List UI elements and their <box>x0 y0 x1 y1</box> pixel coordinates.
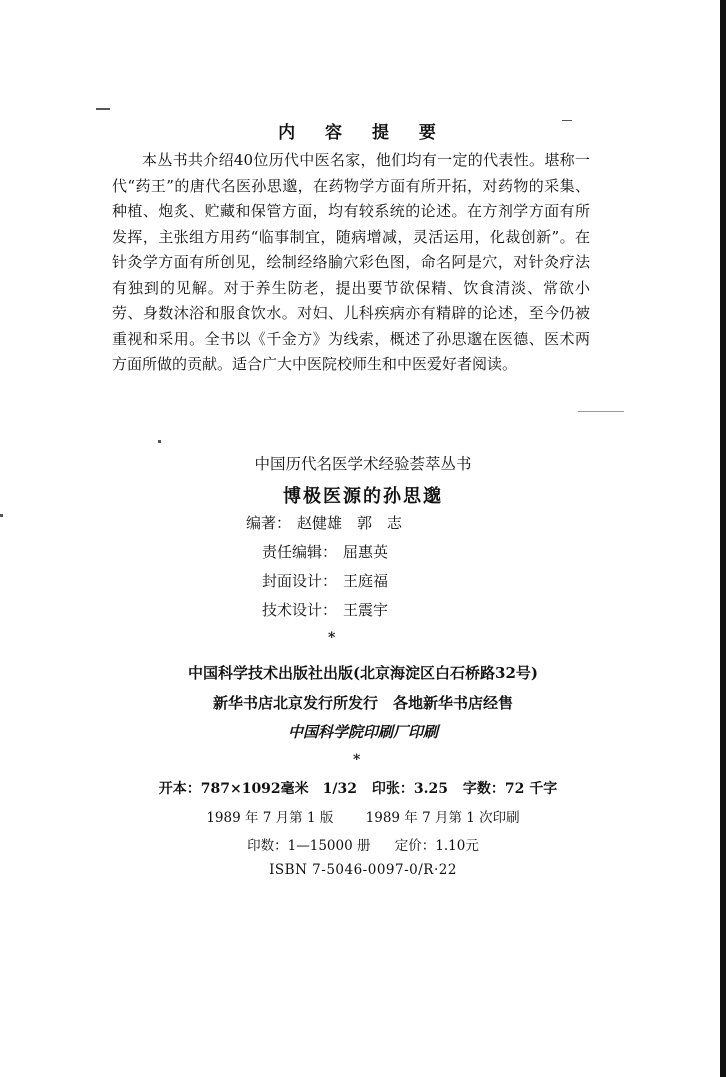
print-run-line <box>0 834 726 854</box>
separator-star: * <box>353 752 361 768</box>
publisher-line: 中国科学技术出版社出版(北京海淀区白石桥路32号) <box>187 664 539 682</box>
credit-author <box>246 512 402 533</box>
format-spec: 开本：787×1092毫米 1/32 <box>158 781 358 797</box>
credit-editor <box>262 541 388 562</box>
credit-cover-design <box>262 570 388 591</box>
scan-speck <box>0 514 3 517</box>
series-name: 中国历代名医学术经验荟萃丛书 <box>254 455 472 473</box>
scan-edge-shadow <box>720 0 726 1077</box>
credit-name: 屈惠英 <box>343 543 389 561</box>
words-spec: 字数：72 千字 <box>462 781 558 797</box>
scan-speck <box>578 411 624 412</box>
credit-role: 封面设计： <box>262 572 338 590</box>
copies: 印数：1—15000 册 <box>247 838 371 854</box>
editions-line <box>0 806 726 826</box>
first-printing: 1989 年 7 月第 1 次印刷 <box>365 810 520 826</box>
credit-name: 王震宇 <box>343 601 389 619</box>
isbn: ISBN 7-5046-0097-0/R·22 <box>269 862 457 878</box>
separator-star: * <box>328 630 336 646</box>
book-title: 博极医源的孙思邈 <box>283 486 443 507</box>
credit-name: 赵健雄 郭 志 <box>297 514 403 532</box>
scan-speck <box>96 108 110 110</box>
credit-technical-design <box>262 599 388 620</box>
distribution-line: 新华书店北京发行所发行 各地新华书店经售 <box>212 694 513 712</box>
sheets-spec: 印张：3.25 <box>371 781 448 797</box>
printer-line: 中国科学院印刷厂印刷 <box>287 723 438 741</box>
credit-role: 技术设计： <box>262 601 338 619</box>
abstract-title: 内 容 提 要 <box>278 123 448 143</box>
first-edition: 1989 年 7 月第 1 版 <box>206 810 334 826</box>
specs-line <box>0 778 726 798</box>
abstract-body <box>112 148 590 378</box>
credit-role: 责任编辑： <box>262 543 338 561</box>
abstract-paragraph: 本丛书共介绍40位历代中医名家，他们均有一定的代表性。堪称一代“药王”的唐代名医孙思邈，在药物学方面有所开拓，对药物的采集、种植、炮炙、贮藏和保管方面，均有较系统的论述。在方剂学方面有所发挥，主张组方用药“临事制宜，随病增减，灵活运用，化裁创新”。在针灸学方面有所创见，绘制经络腧穴彩色图，命名阿是穴，对针灸疗法有独到的见解。对于养生防老，提出要节欲保精、饮食清淡、常欲小劳、身数沐浴和服食饮水。对妇、儿科疾病亦有精辟的论述，至今仍被重视和采用。全书以《千金方》为线索，概述了孙思邈在医德、医术两方面所做的贡献。适合广大中医院校师生和中医爱好者阅读。 <box>112 151 590 373</box>
scan-speck <box>158 440 161 443</box>
price: 定价：1.10元 <box>394 838 479 854</box>
credit-role: 编著： <box>246 514 292 532</box>
credit-name: 王庭福 <box>343 572 389 590</box>
